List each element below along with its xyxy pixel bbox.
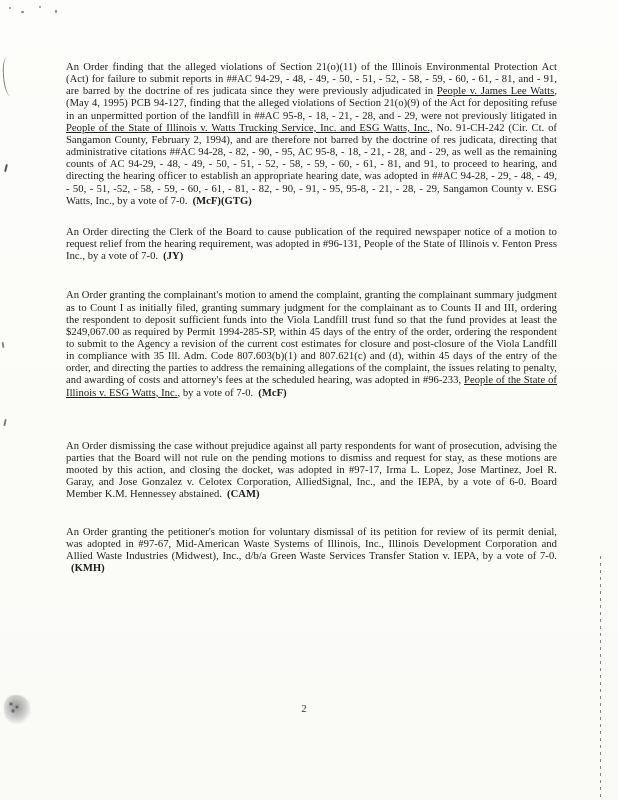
paragraph-text: An Order granting the complainant's motion to amend the complaint, granting the complainant summary judgment as to Count I as initially filed, granting summary judgment for the complainant as to Counts II and III, ordering the respondent to deposit sufficient funds into the Viola Landfill trust fund so that the fund provides at least the $249,067.00 as required by Permit 1994-285-SP, within 45 days of the entry of the order, ordering the respondent to submit to the Agency a revision of the current cost estimates for closure and post-closure of the Viola Landfill in compliance with 35 Ill. Adm. Code 807.603(b)(1) and 807.621(c) and (d), within 45 days of the entry of the order, and directing the parties to address the remaining allegations of the complaint, the issues relating to penalty, and awarding of costs and attorney's fees at the scheduled hearing, was adopted in #96-233,	[66, 290, 557, 387]
order-paragraph	[66, 441, 557, 502]
order-paragraph	[66, 62, 557, 208]
paragraph-text: , by a vote of 7-0.	[177, 387, 254, 399]
order-paragraph	[66, 290, 557, 399]
scan-edge-dotted-line	[600, 556, 601, 798]
paragraph-text: An Order dismissing the case without prejudice against all party respondents for want of prosecution, advising the parties that the Board will not rule on the pending motions to dismiss and request for stay, as these motions are mooted by this action, and closing the docket, was adopted in #97-17, Irma L. Lopez, Jose Martinez, Joel R. Garay, and Jose Gonzalez v. Celotex Corporation, AlliedSignal, Inc., and the IEPA, by a vote of 6-0. Board Member K.M. Hennessey abstained.	[66, 440, 557, 501]
attribution-initials: (McF)	[258, 387, 287, 399]
attribution-initials: (KMH)	[71, 563, 105, 574]
case-name: People of the State of Illinois v. ESG Watts, Inc.	[66, 375, 557, 399]
scan-speck	[39, 6, 41, 8]
order-paragraph	[66, 227, 557, 263]
case-name: People v. James Lee Watts	[436, 86, 555, 98]
document-body	[66, 62, 557, 575]
pen-mark-left-margin	[1, 57, 14, 97]
attribution-initials: (CAM)	[227, 489, 260, 501]
paragraph-text: An Order granting the petitioner's motion for voluntary dismissal of its petition for review of its permit denial, was adopted in #97-67, Mid-American Waste Systems of Illinois, Inc., Illinois Development Corporation and Allied Waste Industries (Midwest), Inc., d/b/a Green Waste Services Transfer Station v. IEPA, by a vote of 7-0.	[66, 526, 557, 562]
page-number: 2	[301, 704, 307, 715]
attribution-initials: (JY)	[163, 251, 184, 263]
order-paragraph	[66, 527, 557, 576]
scan-speck	[21, 11, 24, 13]
attribution-initials: (McF)(GTG)	[192, 195, 252, 207]
margin-tick-mark	[3, 419, 6, 426]
margin-tick-mark	[2, 342, 4, 348]
scan-speck	[55, 10, 57, 13]
margin-tick-mark	[4, 164, 8, 172]
paragraph-text: No. 91-CH-242 (Cir. Ct. of Sangamon County, February 2, 1994), and are therefore not barred by the doctrine of res judicata, directing that administrative citations ##AC 94-28, - 82, - 90, - 95, AC 95-8, - 18, - 21, - 28, and - 29, as well as the remaining counts of AC 94-29, - 48, - 49, - 50, - 51, - 52, - 58, - 59, - 60, - 61, - 81, and 91, to proceed to hearing, and directing the hearing officer to establish an appropriate hearing date, was adopted in ##AC 94-28, - 29, - 48, - 49, - 50, - 51, -52, - 58, - 59, - 60, - 61, - 81, - 82, - 90, - 91, - 95, 95-8, - 21, - 28, - 29, Sangamon County v. ESG Watts, Inc., by a vote of 7-0.	[66, 122, 557, 207]
paragraph-text: An Order finding that the alleged violations of Section 21(o)(11) of the Illinois Environmental Protection Act (Act) for failure to submit reports in ##AC 94-29, - 48, - 49, - 50, - 51, - 52, - 58, - 59, - 60, - 61, - 81, and - 91, are barred by the doctrine of res judicata since they were previously adjudicated in	[66, 62, 557, 98]
case-name: People of the State of Illinois v. Watts Trucking Service, Inc. and ESG Watts, Inc.,	[66, 122, 433, 134]
paragraph-text: , (May 4, 1995) PCB 94-127, finding that the alleged violations of Section 21(o)(9) of the Act for depositing refuse in an unpermitted portion of the landfill in ##AC 95-8, - 18, - 21, - 28, and - 29, were not previously litigated in	[66, 86, 558, 122]
scan-speck	[9, 7, 11, 9]
paragraph-text: An Order directing the Clerk of the Board to cause publication of the required newspaper notice of a motion to request relief from the hearing requirement, was adopted in #96-131, People of the State of Illinois v. Fenton Press Inc., by a vote of 7-0.	[66, 226, 557, 263]
